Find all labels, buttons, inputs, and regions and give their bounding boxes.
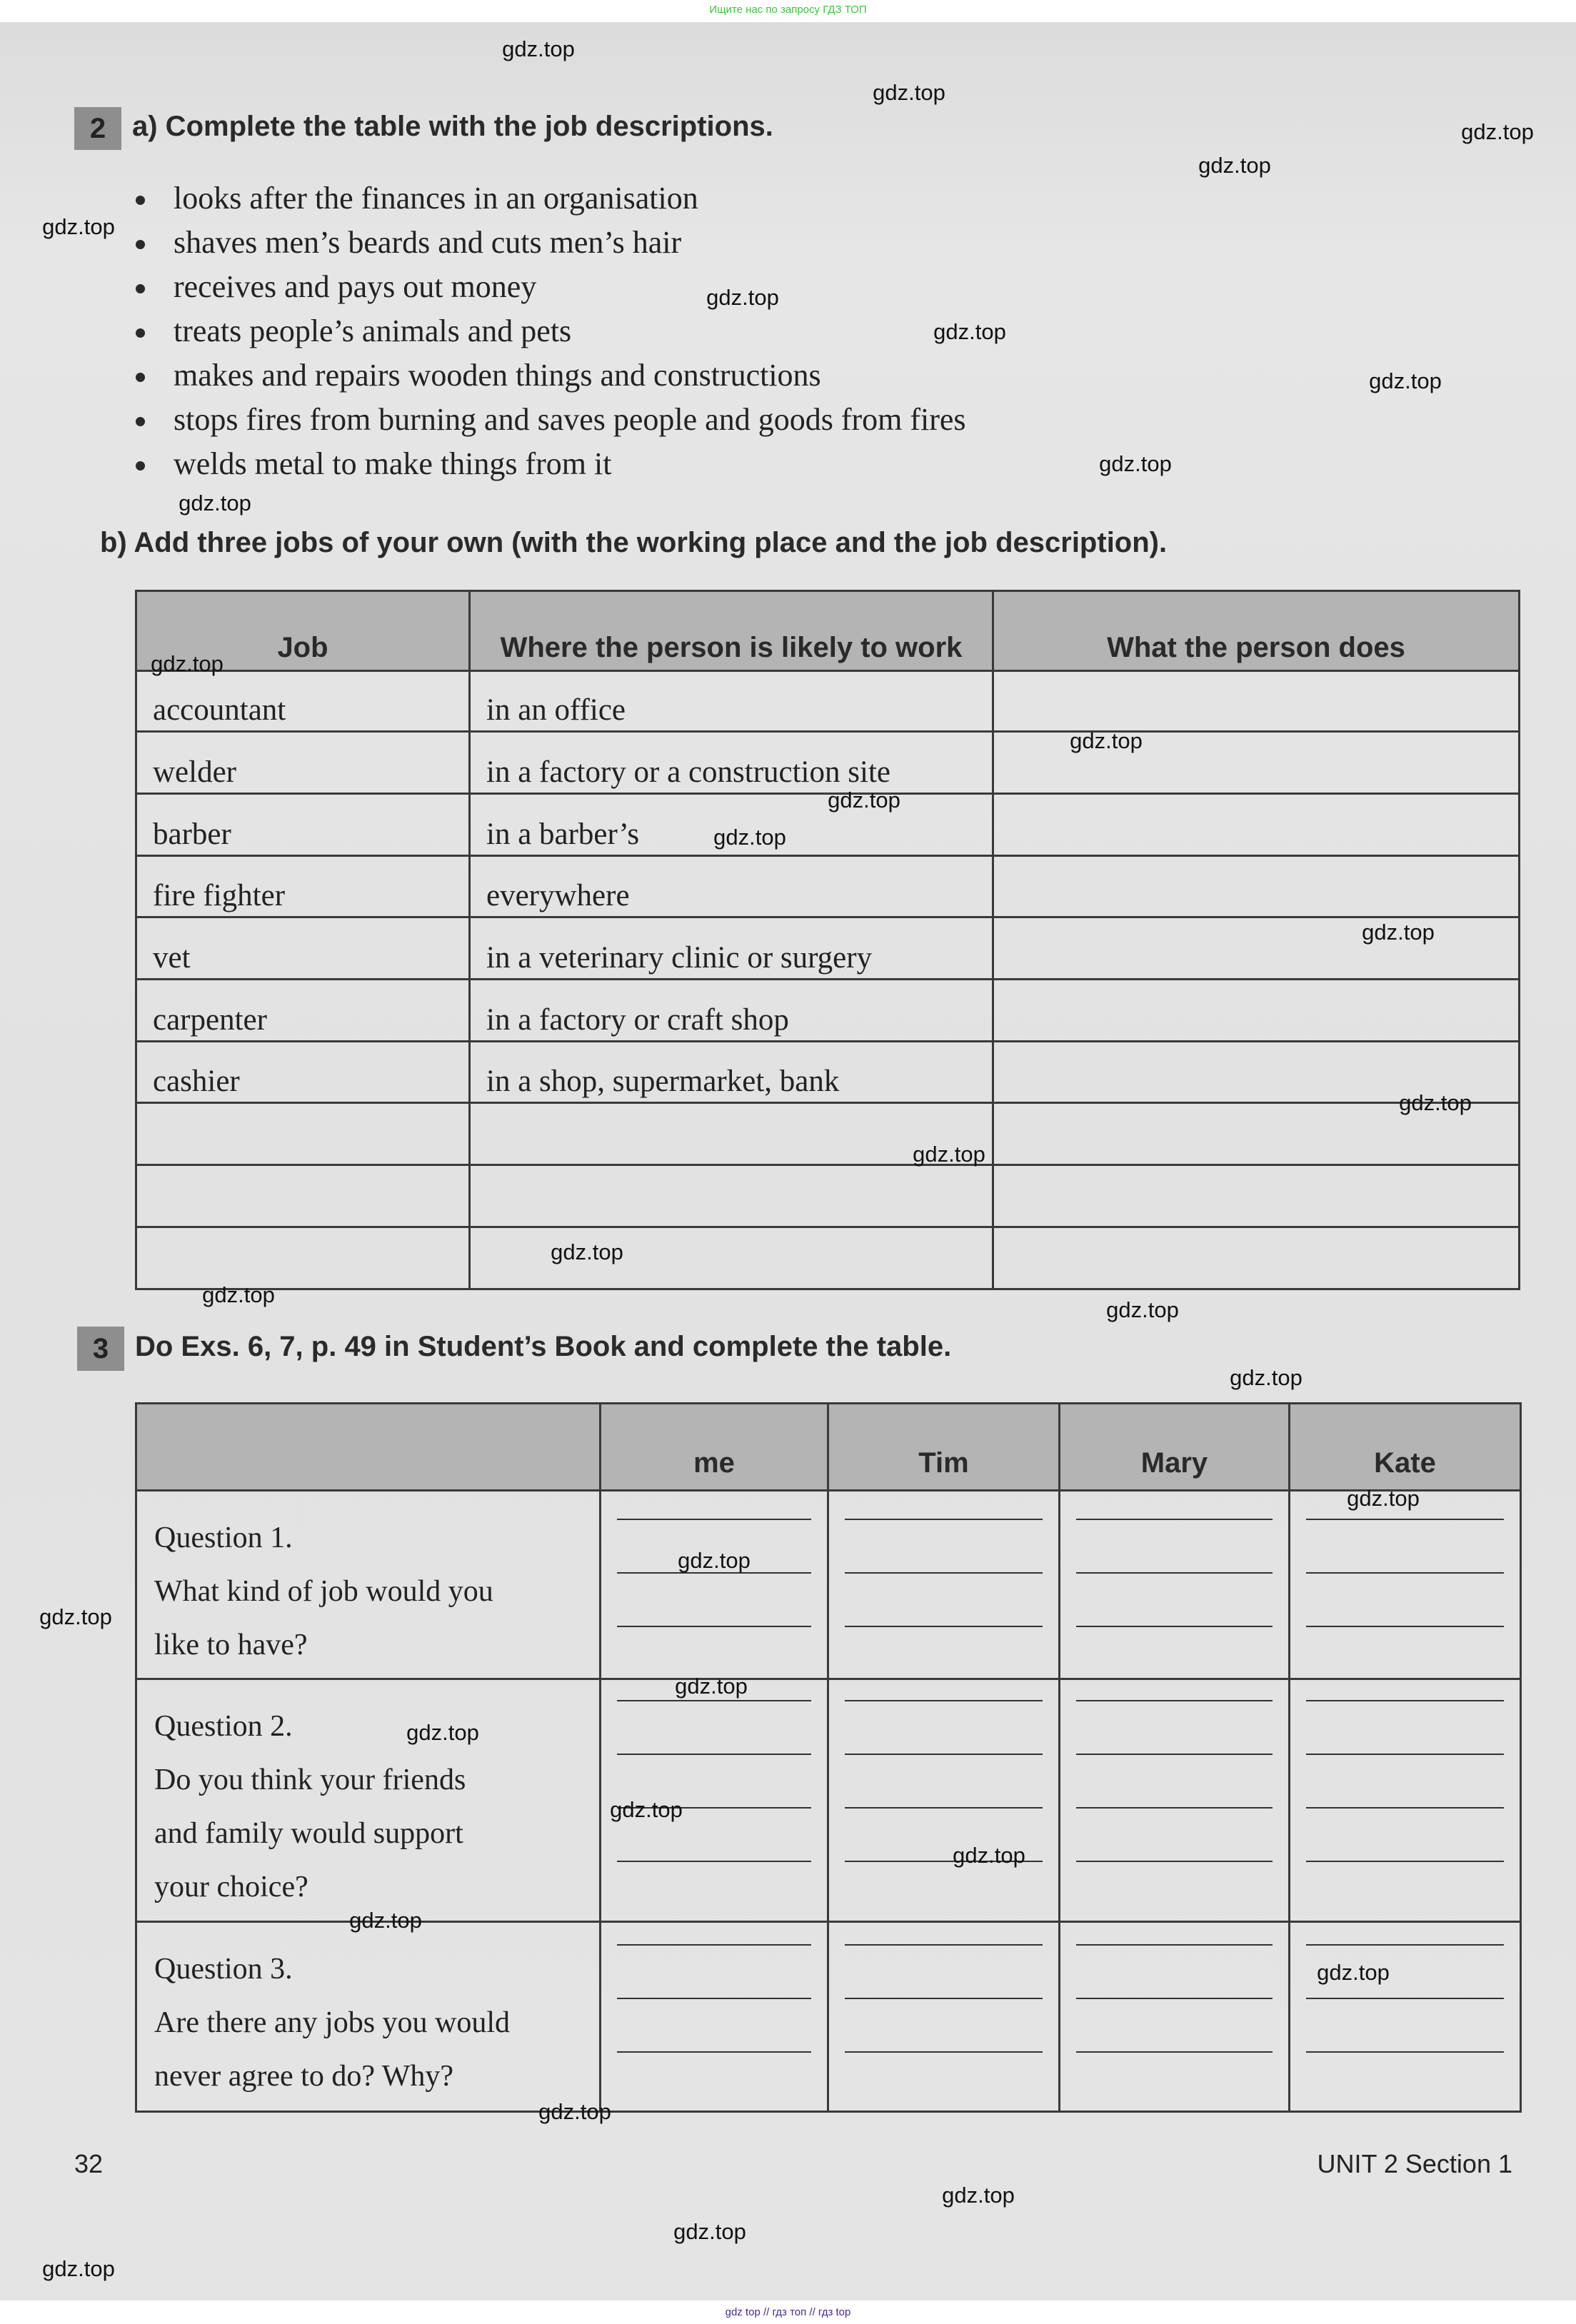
answer-line[interactable] [1306,1999,1504,2053]
answer-line[interactable] [1076,1946,1273,1999]
description-cell[interactable] [993,794,1520,856]
table-row [136,671,1520,732]
job-cell: accountant [136,671,470,732]
watermark-text: gdz.top [202,1282,275,1307]
watermark-text: gdz.top [151,651,224,676]
watermark-text: gdz.top [349,1908,422,1933]
answer-line[interactable] [617,1574,811,1627]
watermark-text: gdz.top [673,2219,746,2244]
watermark-text: gdz.top [942,2183,1015,2208]
answer-line[interactable] [845,1680,1043,1701]
answer-line[interactable] [1306,1755,1504,1809]
answer-line[interactable] [1076,1999,1273,2053]
table-row [136,732,1520,794]
question-text: never agree to do? Why? [154,2060,454,2093]
answer-line[interactable] [617,1946,811,1999]
answer-line[interactable] [1076,1492,1273,1520]
watermark-text: gdz.top [1362,920,1435,945]
description-cell[interactable] [993,1165,1520,1227]
table-row [136,856,1520,917]
answer-line[interactable] [617,1701,811,1755]
question-text: your choice? [154,1871,308,1903]
answer-line[interactable] [1306,1701,1504,1755]
job-cell: carpenter [136,980,470,1042]
page-number: 32 [74,2149,104,2178]
question-text: Question 2. [154,1710,293,1743]
answer-line[interactable] [1076,1680,1273,1701]
question-text: What kind of job would you [154,1575,493,1608]
question-text: and family would support [154,1817,463,1850]
job-cell: welder [136,732,470,794]
answer-line[interactable] [845,1574,1043,1627]
watermark-text: gdz.top [1070,728,1143,753]
watermark-text: gdz.top [678,1548,751,1573]
job-cell[interactable] [136,1103,470,1165]
watermark-text: gdz.top [179,491,251,515]
job-cell: cashier [136,1042,470,1103]
question-row [136,1491,1521,1679]
table-row [136,917,1520,980]
header-blank [136,1404,601,1491]
answer-line[interactable] [1076,1520,1273,1574]
exercise-2a-title: a) Complete the table with the job descriptions. [132,111,773,142]
bullet-item: looks after the finances in an organisation [136,178,966,223]
answer-line[interactable] [845,1755,1043,1809]
watermark-text: gdz.top [933,319,1006,344]
answer-line[interactable] [1306,1520,1504,1574]
answer-line[interactable] [1306,1923,1504,1946]
question-text: Question 3. [154,1953,293,1986]
job-cell: barber [136,794,470,856]
watermark-text: gdz.top [953,1843,1025,1868]
description-cell[interactable] [993,856,1520,917]
watermark-text: gdz.top [1230,1365,1303,1390]
table-row [136,980,1520,1042]
header-tim: Tim [828,1404,1060,1491]
answer-line[interactable] [1076,1755,1273,1809]
question-text: Do you think your friends [154,1764,466,1796]
job-cell[interactable] [136,1165,470,1227]
exercise-2b-title: b) Add three jobs of your own (with the working place and the job description). [100,527,1168,558]
question-text: Are there any jobs you would [154,2006,511,2039]
job-description-list [136,178,966,488]
watermark-text: gdz.top [1461,119,1534,144]
header-what: What the person does [993,591,1520,671]
workplace-cell: in a factory or a construction site [470,732,993,794]
workplace-cell: in a shop, supermarket, bank [470,1042,993,1103]
answer-line[interactable] [1306,1809,1504,1862]
bullet-item: stops fires from burning and saves people and goods from fires [136,400,966,444]
job-cell: fire fighter [136,856,470,917]
table-row [136,1165,1520,1227]
answer-cell[interactable] [601,1922,828,2112]
workplace-cell: in a barber’s [470,794,993,856]
description-cell[interactable] [993,1227,1520,1289]
question-row [136,1679,1521,1922]
answer-line[interactable] [845,1923,1043,1946]
answer-line[interactable] [617,1923,811,1946]
answer-line[interactable] [845,1999,1043,2053]
answer-line[interactable] [845,1492,1043,1520]
header-mary: Mary [1060,1404,1290,1491]
watermark-text: gdz.top [39,1604,112,1629]
question-text: Question 1. [154,1521,293,1554]
answer-cell[interactable] [1060,1679,1290,1922]
workplace-cell: everywhere [470,856,993,917]
watermark-text: gdz.top [42,214,115,239]
question-cell [136,1922,601,2112]
answer-line[interactable] [1076,1574,1273,1627]
workplace-cell[interactable] [470,1227,993,1289]
watermark-text: gdz.top [1198,153,1271,178]
table-row [136,1227,1520,1289]
answer-line[interactable] [1076,1701,1273,1755]
watermark-text: gdz.top [873,80,945,105]
header-me: me [601,1404,828,1491]
watermark-text: gdz.top [1099,451,1172,476]
answer-line[interactable] [1076,1809,1273,1862]
watermark-text: gdz.top [828,788,900,813]
answer-cell[interactable] [828,1491,1060,1679]
bullet-item: makes and repairs wooden things and constructions [136,356,966,400]
answer-line[interactable] [1076,1923,1273,1946]
answer-cell[interactable] [828,1679,1060,1922]
answer-line[interactable] [617,1999,811,2053]
table-row [136,1042,1520,1103]
description-cell[interactable] [993,671,1520,732]
jobs-table [135,590,1520,1290]
question-row [136,1922,1521,2112]
watermark-text: gdz.top [713,825,786,850]
watermark-text: gdz.top [551,1239,623,1264]
answer-cell[interactable] [1290,1679,1521,1922]
answer-cell[interactable] [1060,1491,1290,1679]
top-banner[interactable]: Ищите нас по запросу ГДЗ ТОП [709,4,867,16]
description-cell[interactable] [993,917,1520,980]
watermark-text: gdz.top [706,285,779,310]
workplace-cell: in an office [470,671,993,732]
answer-cell[interactable] [1290,1922,1521,2112]
watermark-text: gdz.top [406,1720,479,1745]
header-where: Where the person is likely to work [470,591,993,671]
question-cell [136,1491,601,1679]
answer-line[interactable] [845,1701,1043,1755]
answer-cell[interactable] [1060,1922,1290,2112]
answer-line[interactable] [845,1946,1043,1999]
answer-cell[interactable] [1290,1491,1521,1679]
answer-cell[interactable] [828,1922,1060,2112]
workplace-cell: in a factory or craft shop [470,980,993,1042]
workplace-cell: in a veterinary clinic or surgery [470,917,993,980]
exercise-3-number: 3 [77,1327,124,1371]
exercise-2-number: 2 [74,107,121,150]
watermark-text: gdz.top [1369,368,1442,393]
bullet-item: shaves men’s beards and cuts men’s hair [136,223,966,267]
bottom-banner[interactable]: gdz top // гдз топ // гдз top [725,2306,851,2318]
bullet-item: treats people’s animals and pets [136,311,966,356]
answer-line[interactable] [1306,1574,1504,1627]
bullet-item: welds metal to make things from it [136,444,966,488]
bullet-item: receives and pays out money [136,267,966,311]
question-cell [136,1679,601,1922]
unit-section-label: UNIT 2 Section 1 [1317,2149,1512,2178]
answer-line[interactable] [617,1492,811,1520]
watermark-text: gdz.top [538,2099,611,2124]
header-kate: Kate [1290,1404,1521,1491]
watermark-text: gdz.top [1347,1486,1420,1511]
watermark-text: gdz.top [1317,1960,1390,1985]
table-row [136,1103,1520,1165]
survey-table [135,1402,1522,2113]
description-cell[interactable] [993,980,1520,1042]
watermark-text: gdz.top [502,36,575,61]
watermark-text: gdz.top [42,2256,115,2281]
exercise-3-title: Do Exs. 6, 7, p. 49 in Student’s Book and complete the table. [135,1331,952,1362]
answer-cell[interactable] [601,1491,828,1679]
job-cell[interactable] [136,1227,470,1289]
answer-line[interactable] [1306,1680,1504,1701]
watermark-text: gdz.top [913,1142,985,1167]
answer-line[interactable] [845,1520,1043,1574]
watermark-text: gdz.top [610,1797,683,1822]
watermark-text: gdz.top [1399,1090,1472,1115]
watermark-text: gdz.top [1106,1297,1179,1322]
question-text: like to have? [154,1629,308,1661]
job-cell: vet [136,917,470,980]
watermark-text: gdz.top [675,1674,748,1699]
workplace-cell[interactable] [470,1165,993,1227]
header-job: Job [136,591,470,671]
